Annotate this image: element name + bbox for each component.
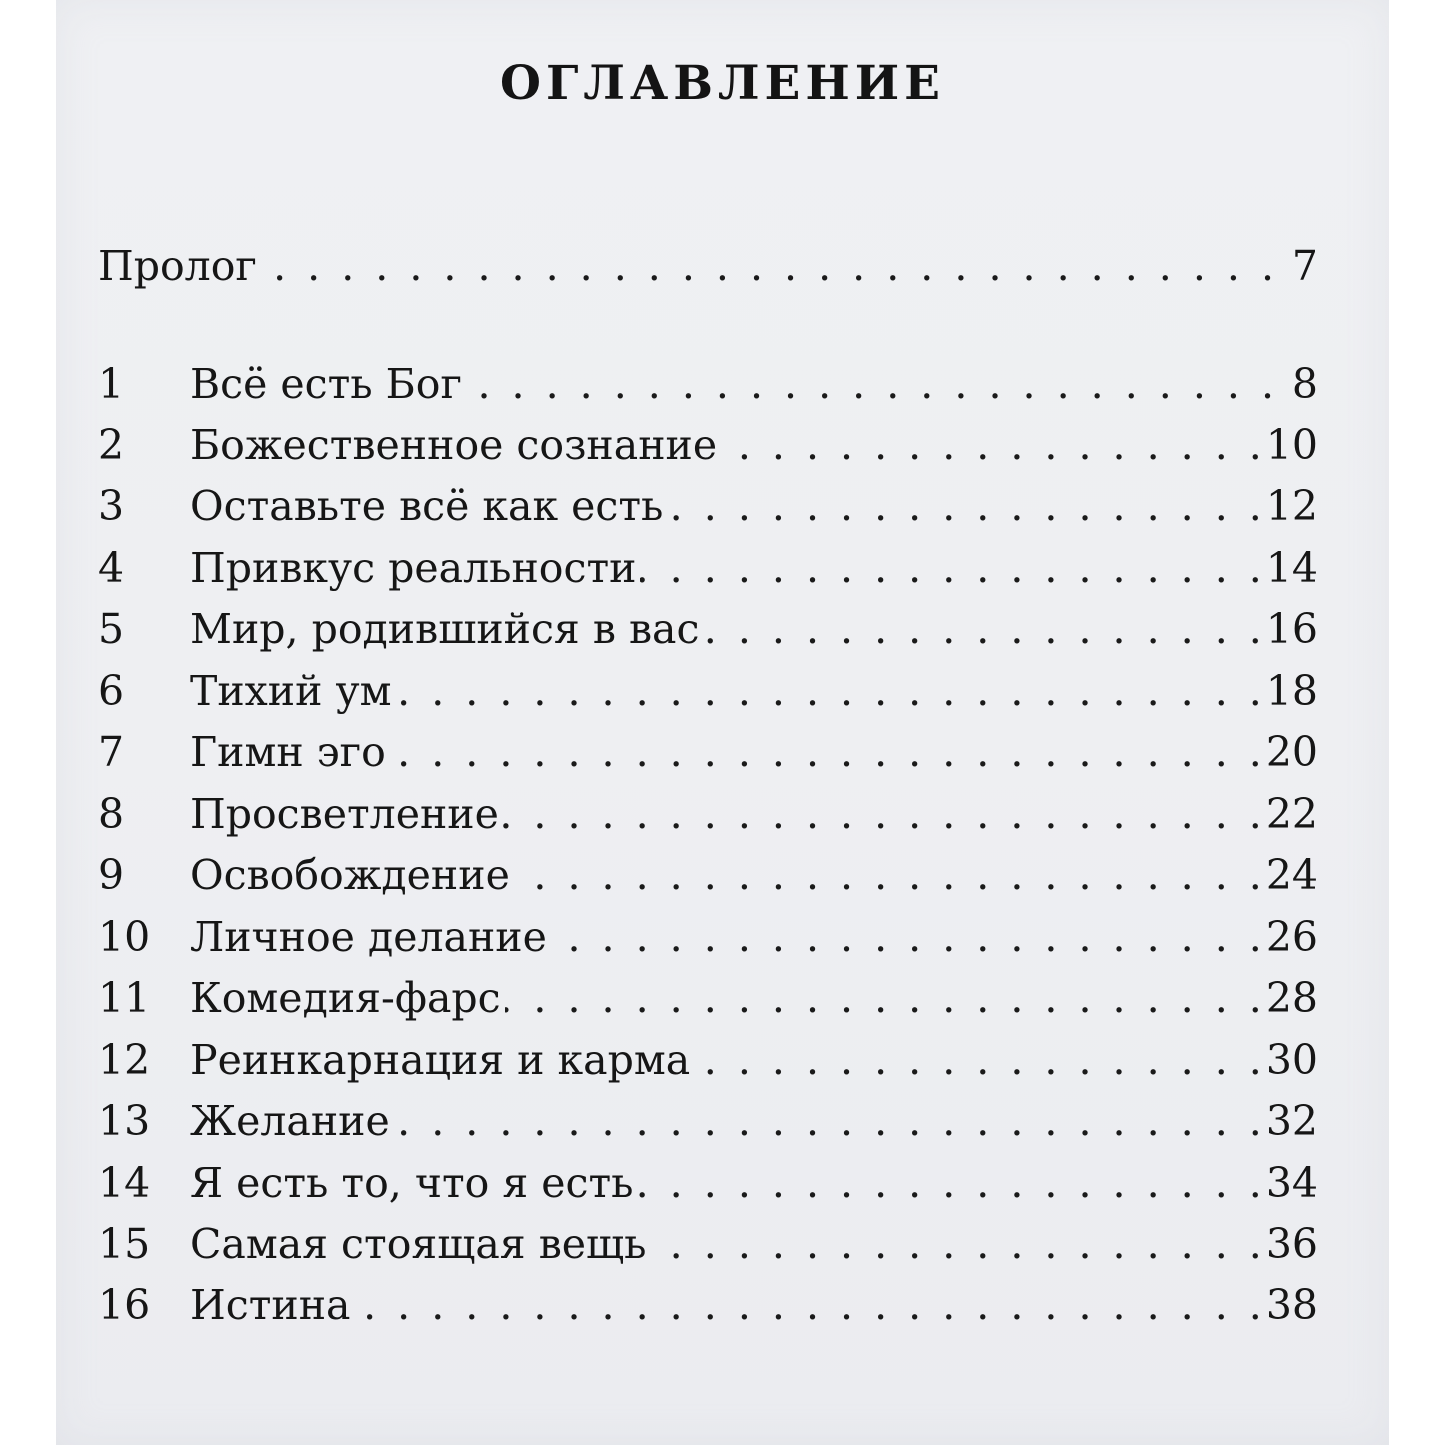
toc-title: ОГЛАВЛЕНИЕ: [500, 56, 945, 111]
toc-entry-label: Оставьте всё как есть: [190, 482, 664, 530]
dot-leader: [514, 845, 1262, 905]
toc-entry-chapter-10[interactable]: [98, 907, 1318, 967]
dot-leader: [694, 1030, 1262, 1090]
toc-entry-page: 7: [1291, 242, 1318, 290]
toc-entry-chapter-6[interactable]: [98, 661, 1318, 721]
toc-entry-prologue[interactable]: [98, 236, 1318, 296]
toc-entry-label: Божественное сознание: [190, 421, 718, 469]
chapter-number: 10: [98, 913, 151, 961]
toc-entry-label: Освобождение: [190, 851, 510, 899]
toc-entry-label: Комедия-фарс: [190, 974, 501, 1022]
toc-entry-page: 36: [1265, 1220, 1318, 1268]
toc-entry-label: Пролог: [98, 242, 257, 290]
toc-entry-page: 20: [1265, 728, 1318, 776]
toc-entry-label: Всё есть Бог: [190, 360, 462, 408]
toc-entry-page: 32: [1265, 1097, 1318, 1145]
toc-entry-chapter-1[interactable]: [98, 354, 1318, 414]
chapter-number: 14: [98, 1159, 151, 1207]
toc-entry-chapter-2[interactable]: [98, 415, 1318, 475]
dot-leader: [394, 1091, 1262, 1151]
toc-entry-chapter-7[interactable]: [98, 722, 1318, 782]
toc-entry-chapter-8[interactable]: [98, 784, 1318, 844]
toc-entry-chapter-3[interactable]: [98, 476, 1318, 536]
chapter-number: 9: [98, 851, 125, 899]
book-page: [56, 0, 1389, 1445]
toc-entry-label: Тихий ум: [190, 667, 392, 715]
toc-entry-label: Самая стоящая вещь: [190, 1220, 647, 1268]
toc-entry-chapter-5[interactable]: [98, 599, 1318, 659]
dot-leader: [466, 354, 1274, 414]
toc-entry-chapter-9[interactable]: [98, 845, 1318, 905]
toc-entry-chapter-15[interactable]: [98, 1214, 1318, 1274]
toc-entry-page: 14: [1265, 544, 1318, 592]
toc-entry-label: Гимн эго: [190, 728, 386, 776]
toc-entry-label: Личное делание: [190, 913, 547, 961]
toc-entry-label: Мир, родившийся в вас: [190, 605, 700, 653]
dot-leader: [637, 1153, 1261, 1213]
toc-entry-page: 16: [1265, 605, 1318, 653]
dot-leader: [721, 415, 1262, 475]
dot-leader: [703, 599, 1261, 659]
toc-entry-page: 10: [1265, 421, 1318, 469]
toc-entry-label: Я есть то, что я есть: [190, 1159, 634, 1207]
toc-entry-chapter-12[interactable]: [98, 1030, 1318, 1090]
chapter-number: 2: [98, 421, 125, 469]
chapter-number: 12: [98, 1036, 151, 1084]
chapter-number: 4: [98, 544, 125, 592]
toc-entry-label: Реинкарнация и карма: [190, 1036, 691, 1084]
toc-entry-chapter-11[interactable]: [98, 968, 1318, 1028]
toc-entry-label: Привкус реальности: [190, 544, 637, 592]
dot-leader: [390, 722, 1262, 782]
chapter-number: 15: [98, 1220, 151, 1268]
dot-leader: [651, 1214, 1262, 1274]
dot-leader: [355, 1275, 1262, 1335]
chapter-number: 7: [98, 728, 125, 776]
chapter-number: 11: [98, 974, 151, 1022]
dot-leader: [551, 907, 1262, 967]
chapter-number: 8: [98, 790, 125, 838]
dot-leader: [261, 236, 1274, 296]
toc-entry-page: 22: [1265, 790, 1318, 838]
toc-entry-page: 12: [1265, 482, 1318, 530]
toc-entry-label: Желание: [190, 1097, 390, 1145]
toc-entry-chapter-13[interactable]: [98, 1091, 1318, 1151]
dot-leader: [640, 538, 1261, 598]
toc-entry-page: 28: [1265, 974, 1318, 1022]
toc-entry-page: 8: [1291, 360, 1318, 408]
toc-entry-page: 18: [1265, 667, 1318, 715]
chapter-number: 3: [98, 482, 125, 530]
dot-leader: [505, 968, 1262, 1028]
dot-leader: [396, 661, 1262, 721]
toc-entry-page: 30: [1265, 1036, 1318, 1084]
toc-entry-page: 24: [1265, 851, 1318, 899]
toc-entry-chapter-16[interactable]: [98, 1275, 1318, 1335]
toc-entry-page: 26: [1265, 913, 1318, 961]
toc-entry-chapter-14[interactable]: [98, 1153, 1318, 1213]
toc-entry-label: Истина: [190, 1281, 351, 1329]
toc-entry-page: 34: [1265, 1159, 1318, 1207]
chapter-number: 6: [98, 667, 125, 715]
dot-leader: [503, 784, 1262, 844]
toc-entry-page: 38: [1265, 1281, 1318, 1329]
chapter-number: 16: [98, 1281, 151, 1329]
chapter-number: 13: [98, 1097, 151, 1145]
toc-entry-chapter-4[interactable]: [98, 538, 1318, 598]
chapter-number: 5: [98, 605, 125, 653]
toc-entry-label: Просветление: [190, 790, 499, 838]
dot-leader: [667, 476, 1261, 536]
chapter-number: 1: [98, 360, 125, 408]
